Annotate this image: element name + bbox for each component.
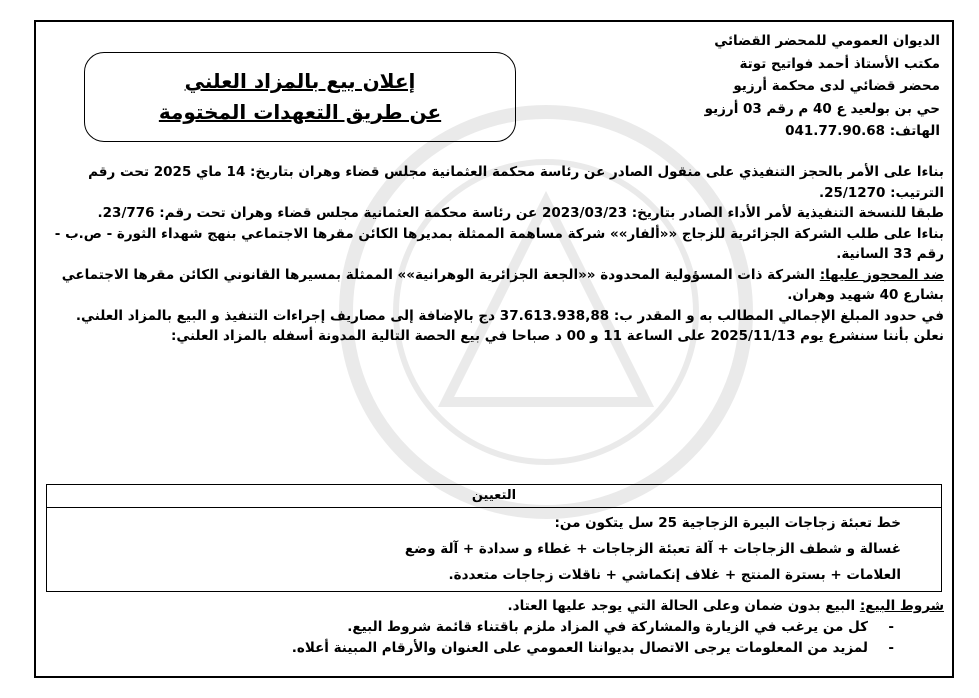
title-line-1: إعلان بيع بالمزاد العلني [184, 69, 416, 93]
announcement-body [44, 162, 944, 347]
office-address: حي بن بولعيد ع 40 م رقم 03 أرزيو [704, 100, 940, 117]
designation-table [46, 484, 942, 592]
designation-row: خط تعبئة زجاجات البيرة الزجاجية 25 سل يتكون من: [554, 515, 901, 531]
debtor-label: ضد المحجوز عليها: [819, 266, 944, 283]
body-paragraph-sale-date: نعلن بأننا سنشرع يوم 2025/11/13 على الساعة 11 و 00 د صباحا في بيع الحصة التالية المدونة أسفله بالمزاد العلني: [170, 328, 944, 344]
sale-conditions [44, 596, 944, 659]
bullet-dash: - [888, 640, 894, 656]
list-item [44, 617, 944, 638]
designation-row: غسالة و شطف الزجاجات + آلة تعبئة الزجاجات + غطاء و سدادة + آلة وضع [404, 541, 901, 557]
sale-conditions-intro [44, 596, 944, 617]
office-line-2: مكتب الأستاذ أحمد فواتيح توتة [739, 55, 940, 72]
designation-table-body [47, 508, 941, 588]
designation-row: العلامات + بسترة المنتج + غلاف إنكماشي + ناقلات زجاجات متعددة. [448, 567, 901, 583]
body-paragraph-seizure-order: بناءا على الأمر بالحجز التنفيذي على منقول الصادر عن رئاسة محكمة العثمانية مجلس قضاء وهران بتاريخ: 14 ماي 2025 تحت رقم الترتيب: 25/1270. [88, 164, 944, 201]
list-item-text: لمزيد من المعلومات يرجى الاتصال بديواننا العمومي على العنوان والأرقام المبينة أعلاه. [291, 640, 868, 656]
list-item-text: كل من يرغب في الزيارة والمشاركة في المزاد ملزم باقتناء قائمة شروط البيع. [347, 619, 868, 635]
body-paragraph-amount: في حدود المبلغ الإجمالي المطالب به و المقدر ب: 37.613.938,88 دج بالإضافة إلى مصاريف إجراءات التنفيذ و البيع بالمزاد العلني. [75, 307, 944, 324]
announcement-page [34, 20, 954, 678]
debtor-text: الشركة ذات المسؤولية المحدودة ««الجعة الجزائرية الوهرانية»» الممثلة بمسيرها القانوني الكائن مقرها الاجتماعي بشارع 40 شهيد وهران. [61, 266, 944, 303]
body-paragraph-executive-copy: طبقا للنسخة التنفيذية لأمر الأداء الصادر بتاريخ: 2023/03/23 عن رئاسة محكمة العثمانية مجلس قضاء وهران تحت رقم: 23/776. [97, 205, 944, 221]
phone-label: الهاتف: [889, 123, 940, 139]
announcement-title-box [84, 52, 516, 142]
title-line-2: عن طريق التعهدات المختومة [158, 100, 442, 124]
body-paragraph-debtor [44, 265, 944, 306]
sale-conditions-label: شروط البيع: [859, 598, 944, 614]
bullet-dash: - [888, 619, 894, 635]
list-item [44, 638, 944, 659]
body-paragraph-creditor: بناءا على طلب الشركة الجزائرية للزجاج ««ألفار»» شركة مساهمة الممثلة بمديرها الكائن مقرها الاجتماعي بنهج شهداء الثورة - ص.ب - رقم 33 السانية. [54, 225, 944, 262]
bailiff-office-header [610, 30, 940, 143]
sale-conditions-text: البيع بدون ضمان وعلى الحالة التي يوجد عليها العتاد. [507, 598, 860, 614]
office-phone [610, 120, 940, 143]
designation-table-header: التعيين [47, 485, 941, 508]
phone-number: 041.77.90.68 [785, 123, 886, 139]
office-line-1: الديوان العمومي للمحضر القضائي [714, 33, 940, 49]
office-line-3: محضر قضائي لدى محكمة أرزيو [733, 78, 940, 94]
